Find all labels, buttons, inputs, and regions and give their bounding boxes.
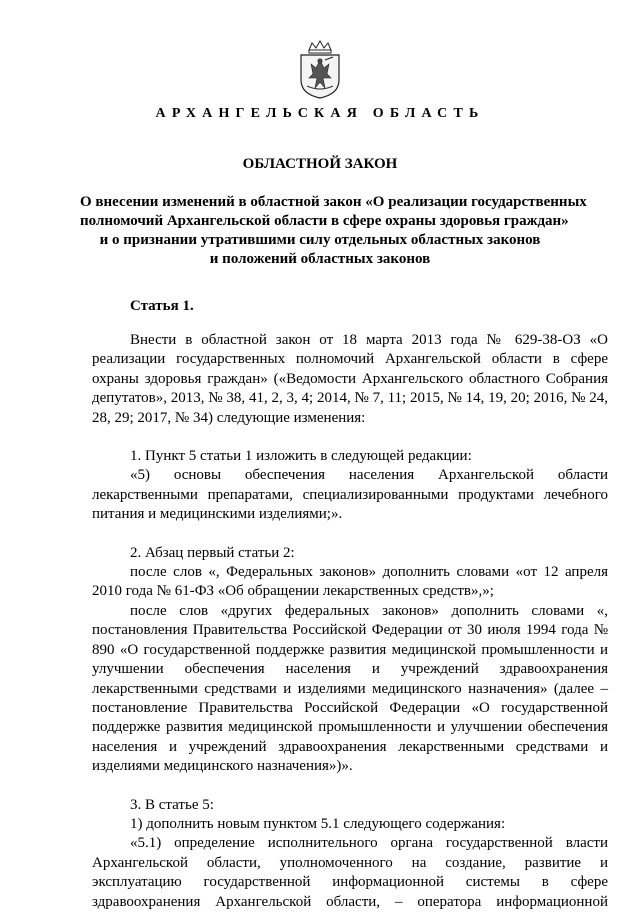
region-name: АРХАНГЕЛЬСКАЯ ОБЛАСТЬ: [155, 106, 485, 121]
law-title-line: полномочий Архангельской области в сфере охраны здоровья граждан»: [80, 213, 569, 229]
intro-paragraph: Внести в областной закон от 18 марта 2013 года № 629-38-ОЗ «О реализации государственных полномочий Архангельской области в сфере охраны здоровья граждан» («Ведомости Архангельского областного Собрания депутатов», 2013, № 38, 41, 2, 3, 4; 2014, № 7, 11; 2015, № 14, 19, 20; 2016, № 24, 28, 29; 2017, № 34) следующие изменения:: [92, 332, 608, 426]
law-title: [80, 193, 587, 269]
law-type-heading: ОБЛАСТНОЙ ЗАКОН: [242, 156, 398, 172]
article-heading: Статья 1.: [130, 298, 194, 314]
item-1-text: «5) основы обеспечения населения Архангельской области лекарственными препаратами, специализированными продуктами лечебного питания и медицинскими изделиями;».: [92, 467, 608, 523]
item-3-heading: 3. В статье 5:: [130, 796, 214, 813]
item-1-heading: 1. Пункт 5 статьи 1 изложить в следующей редакции:: [130, 448, 472, 465]
item-2-text-1: после слов «, Федеральных законов» дополнить словами «от 12 апреля 2010 года № 61-ФЗ «Об обращении лекарственных средств»,»;: [92, 564, 608, 600]
item-3-text: «5.1) определение исполнительного органа государственной власти Архангельской области, уполномоченного на создание, развитие и эксплуатацию государственной информационной системы в сфере здравоохранения Архангельской области, – оператора информационной: [92, 835, 608, 910]
law-title-line: и о признании утратившими силу отдельных областных законов: [99, 232, 541, 248]
article-body: [92, 331, 608, 912]
item-2-text-2: после слов «других федеральных законов» дополнить словами «, постановления Правительства Российской Федерации от 30 июля 1994 года № 890 «О государственной поддержке развития медицинской промышленности и улучшении обеспечения населения и учреждений здравоохранения лекарственными средствами и изделиями медицинского назначения» (далее – постановление Правительства Российской Федерации «О государственной поддержке развития медицинской промышленности и улучшении обеспечения населения и учреждений здравоохранения лекарственными средствами и изделиями медицинского назначения»)».: [92, 602, 608, 775]
law-title-line: О внесении изменений в областной закон «О реализации государственных: [80, 194, 587, 210]
item-3-subitem-1: 1) дополнить новым пунктом 5.1 следующего содержания:: [130, 815, 506, 832]
item-2-heading: 2. Абзац первый статьи 2:: [130, 544, 295, 561]
law-title-line: и положений областных законов: [209, 251, 431, 267]
coat-of-arms-emblem: [295, 40, 345, 100]
